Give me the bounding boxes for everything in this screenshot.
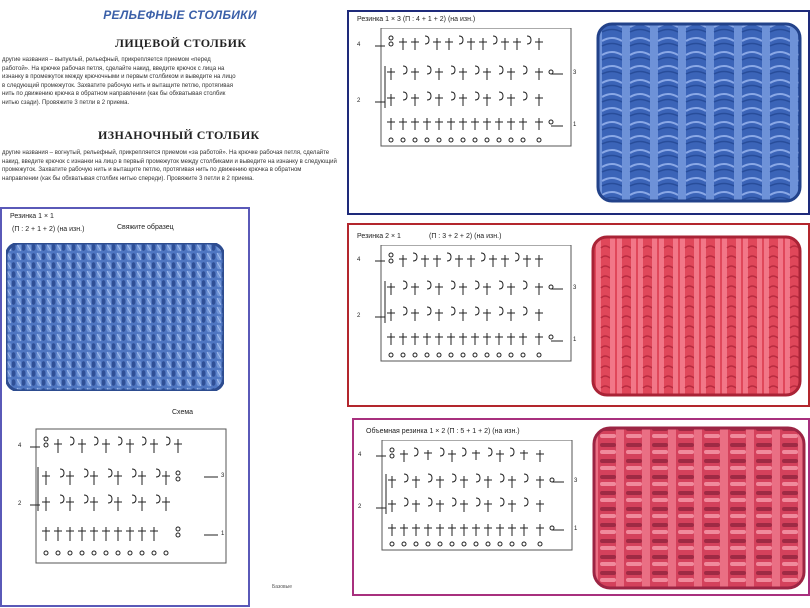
row-label-4: 4 xyxy=(357,42,361,48)
chart-caption: Схема xyxy=(172,409,194,416)
panel-title: Резинка 1 × 3 (П : 4 + 1 + 2) (на изн.) xyxy=(357,16,476,23)
yarn-texture xyxy=(589,233,804,399)
row-label-2: 2 xyxy=(357,313,361,319)
section-text-knit-post: другие названия – выпуклый, рельефный, прикрепляется приемом «перед работой». На крючке рабочая петля, сделайте накид, введите крючок с лица на изнанку в промежуток между крючочными и первым столбиком и выведите на лицо в следующий промежуток. Захватите рабочую нить и вытащите петлю, протягивая нить по движению крючка в обратном направлении (как бы обхватывая столбик нитью сзади). Провяжите 3 петли в 2 приема. xyxy=(2,57,236,106)
row-label-3: 3 xyxy=(573,285,577,291)
row-label-1: 1 xyxy=(573,337,577,343)
row-label-2: 2 xyxy=(18,501,22,507)
knitted-swatch-photo xyxy=(589,233,804,399)
row-label-3: 3 xyxy=(221,473,225,479)
row-label-1: 1 xyxy=(573,122,577,128)
stitch-chart xyxy=(357,28,589,148)
page-footer: Базовые xyxy=(272,584,293,590)
panel-rib-1x2-volume xyxy=(352,418,810,596)
knitted-swatch-photo xyxy=(594,20,804,205)
page-title: РЕЛЬЕФНЫЕ СТОЛБИКИ xyxy=(103,8,257,22)
panel-rib-1x3 xyxy=(347,10,810,215)
yarn-texture xyxy=(6,243,224,391)
panel-formula: (П : 3 + 2 + 2) (на изн.) xyxy=(429,233,502,240)
yarn-texture xyxy=(590,424,808,592)
panel-rib-1x1 xyxy=(0,207,250,607)
row-label-3: 3 xyxy=(573,70,577,76)
knitted-swatch-photo xyxy=(590,424,808,592)
row-label-3: 3 xyxy=(574,478,578,484)
panel-title: Резинка 1 × 1 xyxy=(10,213,54,220)
panel-rib-2x1 xyxy=(347,223,810,407)
row-label-4: 4 xyxy=(358,452,362,458)
section-text-purl-post: другие названия – вогнутый, рельефный, прикрепляется приемом «за работой». На крючке рабочая петля, сделайте накид, введите крючок с изнанки на лицо в первый промежуток между столбиками и выведите на изнанку в следующий промежуток. Захватите рабочую нить и вытащите петлю, протягивая нить по движению крючка в обратном направлении (как бы обхватывая столбик нитью спереди). Провяжите 3 петли в 2 приема. xyxy=(2,150,337,182)
row-label-1: 1 xyxy=(221,531,225,537)
yarn-texture xyxy=(594,20,804,205)
row-label-1: 1 xyxy=(574,526,578,532)
stitch-chart xyxy=(358,440,590,552)
stitch-chart xyxy=(357,245,589,363)
panel-title: Резинка 2 × 1 xyxy=(357,233,401,240)
stitch-chart xyxy=(8,427,244,567)
section-heading-knit-post: ЛИЦЕВОЙ СТОЛБИК xyxy=(115,36,247,50)
row-label-4: 4 xyxy=(18,443,22,449)
row-label-2: 2 xyxy=(358,504,362,510)
section-heading-purl-post: ИЗНАНОЧНЫЙ СТОЛБИК xyxy=(98,128,260,142)
panel-formula: (П : 2 + 1 + 2) (на изн.) xyxy=(12,226,85,233)
row-label-2: 2 xyxy=(357,98,361,104)
panel-title: Объемная резинка 1 × 2 (П : 5 + 1 + 2) (на изн.) xyxy=(366,428,520,435)
sample-caption: Свяжите образец xyxy=(117,224,174,231)
knitted-swatch-photo xyxy=(6,243,224,391)
row-label-4: 4 xyxy=(357,257,361,263)
